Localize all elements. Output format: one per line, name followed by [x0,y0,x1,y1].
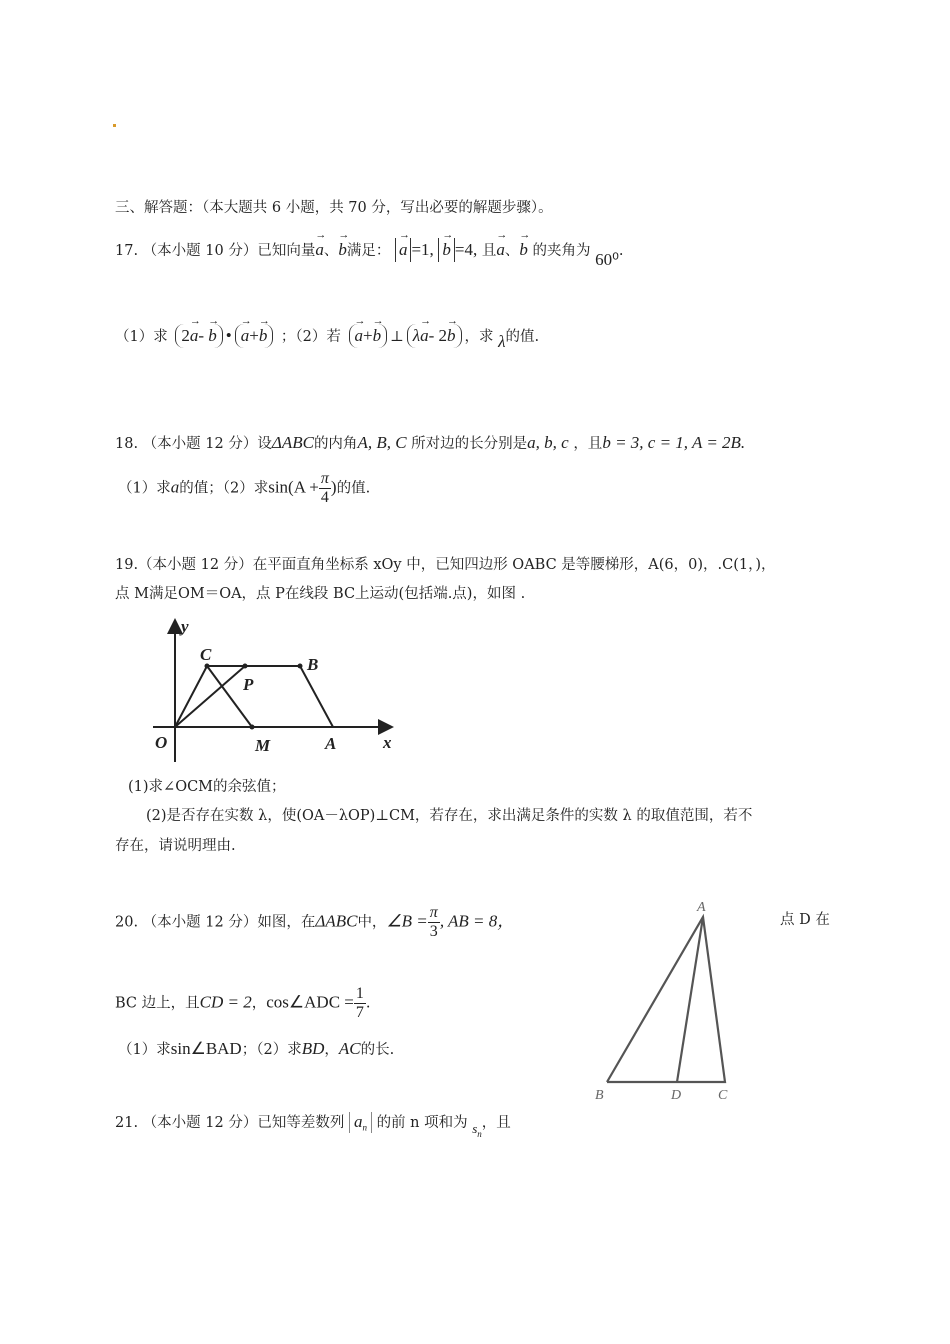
frac-pi-3: $\frac{\pi}{3}$ [429,904,438,940]
q18-mid: 的内角 [313,436,358,452]
perp-symbol: ⊥ [390,329,404,345]
q19-part2-line2: 存在，请说明理由. [115,838,236,854]
q20-ab: , AB = 8， [439,911,515,931]
q17-satisfy: 满足： [346,243,391,259]
magnitude-b: → b [438,238,455,262]
q19-line1: 19.（本小题 12 分）在平面直角坐标系 xOy 中，已知四边形 OABC 是等腰梯形，A(6，0)，.C(1，)， [115,557,776,573]
q17-prefix: 17. （本小题 10 分）已知向量 [115,243,316,259]
sequence-an: $a_n$ [349,1112,372,1133]
q20-line3 [118,1038,394,1059]
q20-part2-end: 的长. [360,1042,395,1058]
vector-a: → a [315,240,324,260]
frac-pi-4: $\frac{\pi}{4}$ [320,470,329,506]
q21-prefix: 21. （本小题 12 分）已知等差数列 [115,1115,345,1131]
trapezoid [175,666,333,727]
q20-part1: （1）求 [118,1042,171,1058]
q17-angle-text: 的夹角为 [532,243,591,259]
q20-angle-b: ∠B = [386,911,428,931]
q20-part2: ；（2）求 [241,1042,302,1058]
q20-line2 [115,985,370,1022]
vector-b: → b [338,240,347,260]
q19-part2-line1: (2)是否存在实数 λ，使(OA－λOP)⊥CM，若存在，求出满足条件的实数 λ 的取值范围，若不 [146,808,753,824]
q18-line1 [115,432,745,453]
q20-right-text: 点 D 在 [780,912,830,928]
q18-part1: （1）求 [118,480,171,497]
q20-line2-b: ， [251,995,267,1012]
expr-lambda-a-minus-2b: λ→ a- 2→ b [407,324,462,348]
q20-cd: CD = 2 [199,992,252,1012]
q21-line1 [115,1111,511,1139]
q17-mag-a: =1, [411,240,434,259]
expr-2a-minus-b: 2→ a- → b [175,324,222,348]
label-D2: D [671,1088,682,1103]
label-x: x [383,733,392,752]
q18-mid3: ，且 [573,436,603,452]
q20-figure [585,895,755,1110]
q19-figure [145,612,410,772]
sum-sn: $s_n$ [472,1121,482,1139]
label-A2: A [697,900,706,915]
label-B2: B [595,1088,604,1103]
segment-op [175,666,245,727]
q21-end: ，且 [481,1115,511,1131]
q18-part2-end: 的值. [336,480,371,497]
q18-sin-pre: sin(A + [268,477,319,497]
section-header: 三、解答题：（本大题共 6 小题，共 70 分，写出必要的解题步骤）。 [115,200,553,216]
q17-part2: ；（2）若 [280,329,341,345]
triangle-abc [607,917,725,1082]
q18-part1-end: 的值；（2）求 [179,480,269,497]
label-A: A [325,734,337,753]
q20-line2-a: BC 边上，且 [115,995,200,1012]
q17-and: 且 [481,243,497,259]
q17-angle-value: 60⁰ [595,250,619,269]
q18-conds: b = 3, c = 1, A = 2B. [602,433,746,452]
magnitude-a: → a [395,238,412,262]
label-C2: C [718,1088,728,1103]
q17-value-suffix: 的值. [505,329,540,345]
q18-var-a: a [170,477,180,497]
q20-period: . [365,995,371,1012]
q18-sin-post: ) [330,477,337,497]
label-O: O [155,733,168,752]
label-P: P [243,675,254,694]
label-M: M [255,736,271,755]
q20-line1 [115,904,514,941]
frac-1-7: $\frac{1}{7}$ [355,985,364,1021]
q18-sides: a, b, c [527,433,569,452]
q20-cos: cos∠ADC = [266,992,354,1012]
segment-ad [677,917,703,1082]
q20-prefix: 20. （本小题 12 分）如图，在 [115,914,316,931]
q20-triangle: ΔABC [315,911,358,931]
q19-part1: (1)求∠OCM的余弦值； [128,779,286,795]
q17-mag-b: =4, [454,240,478,259]
expr-a-plus-b-2: → a+→ b [349,324,388,348]
q17-line1: 17. （本小题 10 分）已知向量→ a、→ b满足： → a =1, → b =4, 且→ a、→ b 的夹角为 60⁰. [115,238,624,262]
q20-zhong: 中， [357,914,387,931]
q18-triangle: ΔABC [271,433,314,452]
label-C: C [200,645,212,664]
q21-mid: 的前 n 项和为 [376,1115,468,1131]
q20-sinbad: sin∠BAD [170,1039,242,1058]
q18-mid2: 所对边的长分别是 [411,436,528,452]
q20-bd: BD [301,1039,325,1058]
label-y: y [181,617,189,636]
q18-line2 [118,470,370,507]
orange-mark [113,124,116,127]
q17-part1: （1）求 [115,329,168,345]
q17-part2-suffix: ，求 [464,329,494,345]
expr-a-plus-b: → a+→ b [235,324,274,348]
label-B: B [307,655,319,674]
q20-ac: AC [338,1039,361,1058]
q19-line2: 点 M满足OM＝OA，点 P在线段 BC上运动(包括端.点)，如图 . [115,586,526,602]
q17-line2: （1）求 2→ a- → b •→ a+→ b ；（2）若 → a+→ b ⊥ λ→ a- 2→ b ，求 λ的值. [115,324,539,348]
q18-angles: A, B, C [357,433,407,452]
q20-comma: ， [324,1042,339,1058]
lambda: λ [498,332,506,351]
q18-prefix: 18. （本小题 12 分）设 [115,436,272,452]
